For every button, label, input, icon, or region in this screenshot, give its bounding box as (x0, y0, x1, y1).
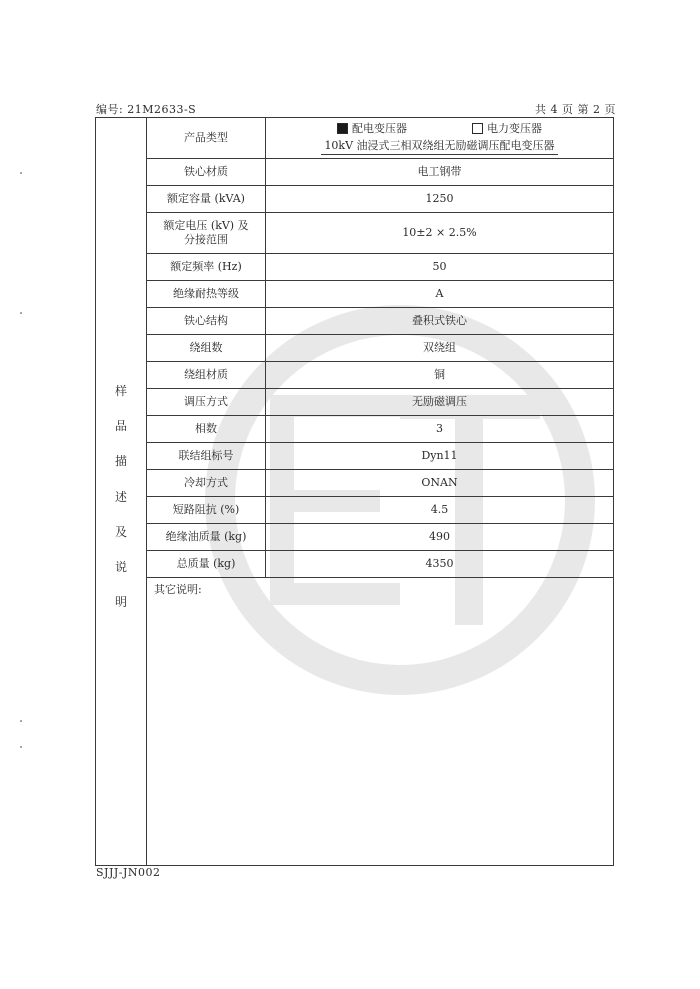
side-label-char: 及 (114, 524, 127, 539)
side-label-char: 明 (114, 595, 127, 610)
row-key: 绕组材质 (147, 362, 266, 388)
scan-speck (20, 312, 22, 314)
row-key: 短路阻抗 (%) (147, 497, 266, 523)
table-row (147, 213, 613, 254)
row-key: 总质量 (kg) (147, 551, 266, 577)
row-value: 4350 (425, 557, 454, 570)
table-row (147, 551, 613, 578)
table-row-product-type (147, 118, 613, 159)
row-key: 联结组标号 (147, 443, 266, 469)
option-power-transformer: 电力变压器 (472, 122, 542, 136)
row-value: 铜 (434, 368, 445, 381)
document-number: 编号: 21M2633-S (96, 103, 197, 116)
spec-grid (147, 118, 613, 578)
row-value: 3 (436, 422, 443, 435)
row-key: 调压方式 (147, 389, 266, 415)
table-row (147, 470, 613, 497)
row-value (266, 118, 613, 158)
side-label-column (96, 118, 147, 865)
row-key: 绝缘油质量 (kg) (147, 524, 266, 550)
table-row (147, 308, 613, 335)
row-key: 产品类型 (147, 118, 266, 158)
row-value: 490 (429, 530, 450, 543)
scan-speck (20, 172, 22, 174)
table-row (147, 335, 613, 362)
row-key: 相数 (147, 416, 266, 442)
row-value: A (435, 287, 444, 300)
table-row (147, 186, 613, 213)
row-key: 额定电压 (kV) 及 分接范围 (147, 213, 266, 253)
page-info: 共 4 页 第 2 页 (535, 103, 616, 116)
side-label (96, 374, 146, 620)
other-notes-label: 其它说明: (154, 583, 202, 596)
side-label-char: 描 (114, 454, 127, 469)
product-description: 10kV 油浸式三相双绕组无励磁调压配电变压器 (321, 139, 557, 155)
row-key: 铁心材质 (147, 159, 266, 185)
table-row (147, 416, 613, 443)
table-row (147, 443, 613, 470)
row-key: 额定频率 (Hz) (147, 254, 266, 280)
table-row (147, 281, 613, 308)
row-key: 绝缘耐热等级 (147, 281, 266, 307)
row-value: 1250 (425, 192, 454, 205)
unchecked-box-icon (472, 123, 483, 134)
row-value: 电工钢带 (417, 165, 462, 178)
row-key: 绕组数 (147, 335, 266, 361)
side-label-char: 样 (114, 384, 127, 398)
side-label-char: 说 (114, 560, 127, 575)
table-row (147, 159, 613, 186)
row-key: 额定容量 (kVA) (147, 186, 266, 212)
row-key: 铁心结构 (147, 308, 266, 334)
table-row (147, 389, 613, 416)
row-value: 叠积式铁心 (412, 314, 467, 327)
row-value: 10±2 × 2.5% (402, 226, 477, 239)
table-row (147, 497, 613, 524)
sample-description-table (95, 117, 614, 866)
row-key: 冷却方式 (147, 470, 266, 496)
table-row (147, 524, 613, 551)
row-value: ONAN (421, 476, 458, 489)
option-distribution-transformer: 配电变压器 (337, 122, 407, 136)
table-row (147, 362, 613, 389)
row-value: 50 (432, 260, 447, 273)
row-value: Dyn11 (421, 449, 458, 462)
side-label-char: 述 (114, 489, 127, 504)
row-value: 双绕组 (423, 341, 456, 354)
table-row (147, 254, 613, 281)
form-code: SJJJ-JN002 (96, 866, 161, 879)
side-label-char: 品 (114, 419, 127, 434)
scan-speck (20, 720, 22, 722)
row-value: 4.5 (430, 503, 449, 516)
checked-box-icon (337, 123, 348, 134)
row-value: 无励磁调压 (412, 395, 467, 408)
scan-speck (20, 746, 22, 748)
